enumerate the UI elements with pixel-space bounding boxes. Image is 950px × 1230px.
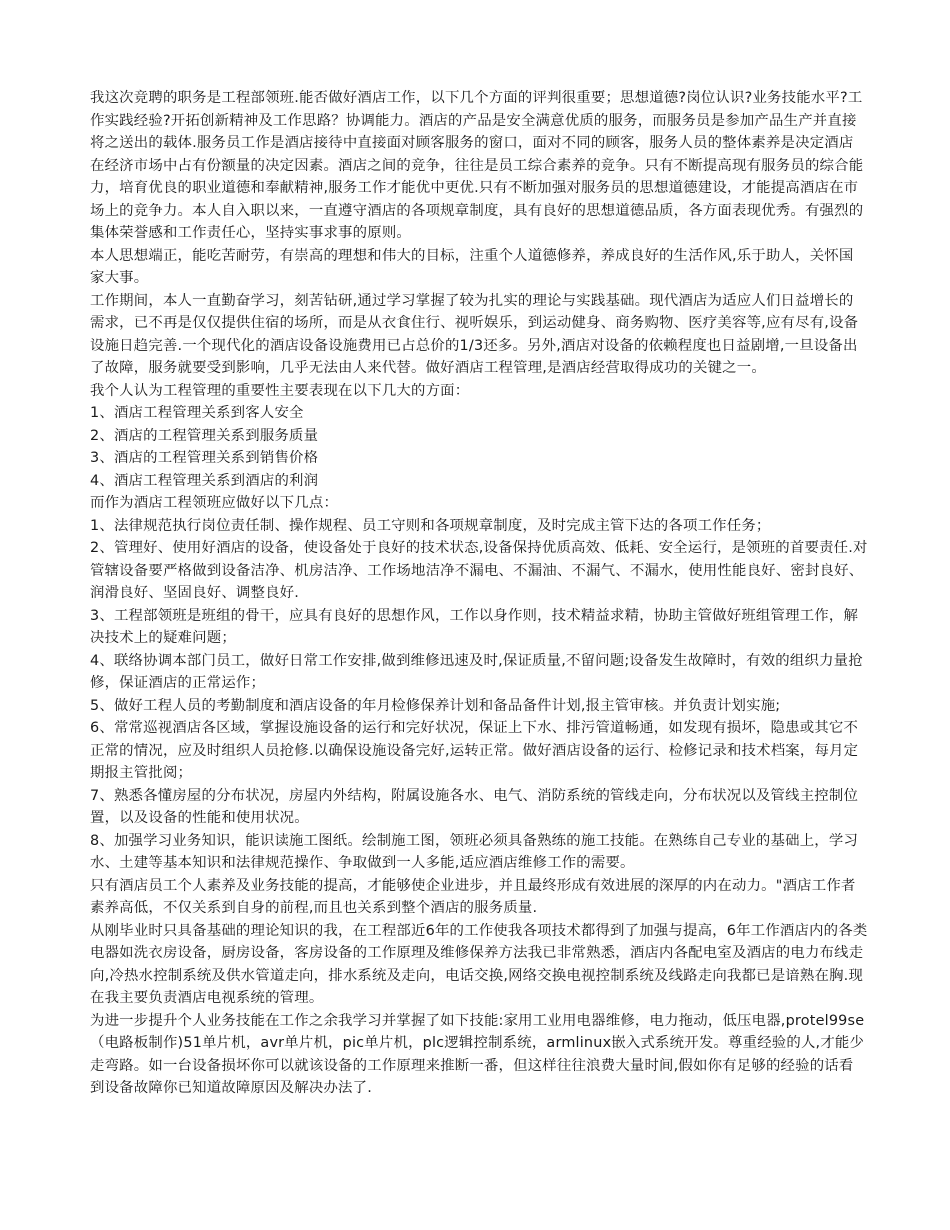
paragraph-experience: 从刚毕业时只具备基础的理论知识的我，在工程部近6年的工作使我各项技术都得到了加强与提高，6年工作酒店内的各类电器如洗衣房设备，厨房设备，客房设备的工作原理及维修保养方法我已非常熟悉，酒店内各配电室及酒店的电力布线走向,冷热水控制系统及供水管道走向，排水系统及走向，电话交换,网络交换电视控制系统及线路走向我都已是谙熟在胸.现在我主要负责酒店电视系统的管理。 (90, 922, 868, 1006)
duty-item: 2、管理好、使用好酒店的设备，使设备处于良好的技术状态,设备保持优质高效、低耗、安全运行，是领班的首要责任.对管辖设备要严格做到设备洁净、机房洁净、工作场地洁净不漏电、不漏油、不漏气、不漏水，使用性能良好、密封良好、润滑良好、坚固良好、调整良好. (90, 540, 868, 601)
duty-item: 1、法律规范执行岗位责任制、操作规程、员工守则和各项规章制度，及时完成主管下达的各项工作任务； (90, 517, 771, 534)
document-body (90, 87, 868, 1100)
list-item: 3、酒店的工程管理关系到销售价格 (90, 450, 319, 466)
paragraph-importance-heading: 我个人认为工程管理的重要性主要表现在以下几大的方面： (90, 382, 470, 399)
duty-item: 3、工程部领班是班组的骨干，应具有良好的思想作风，工作以身作则，技术精益求精，协助主管做好班组管理工作，解决技术上的疑难问题； (90, 607, 859, 646)
paragraph-character: 本人思想端正，能吃苦耐劳，有崇高的理想和伟大的目标，注重个人道德修养，养成良好的生活作风,乐于助人，关怀国家大事。 (90, 247, 854, 286)
duty-item: 7、熟悉各懂房屋的分布状况，房屋内外结构，附属设施各水、电气、消防系统的管线走向，分布状况以及管线主控制位置，以及设备的性能和使用状况。 (90, 787, 859, 826)
duty-item: 5、做好工程人员的考勤制度和酒店设备的年月检修保养计划和备品备件计划,报主管审核。并负责计划实施; (90, 697, 781, 714)
paragraph-duties-heading: 而作为酒店工程领班应做好以下几点： (90, 495, 339, 511)
duty-item: 4、联络协调本部门员工，做好日常工作安排,做到维修迅速及时,保证质量,不留问题;设备发生故障时，有效的组织力量抢修，保证酒店的正常运作； (90, 652, 863, 691)
duty-item: 8、加强学习业务知识，能识读施工图纸。绘制施工图，领班必须具备熟练的施工技能。在熟练自己专业的基础上，学习水、土建等基本知识和法律规范操作、争取做到一人多能,适应酒店维修工作的需要。 (90, 832, 859, 871)
paragraph-intro: 我这次竞聘的职务是工程部领班.能否做好酒店工作，以下几个方面的评判很重要；思想道德?岗位认识?业务技能水平?工作实践经验?开拓创新精神及工作思路？协调能力。酒店的产品是安全满意优质的服务，而服务员是参加产品生产并直接将之送出的载体.服务员工作是酒店接待中直接面对顾客服务的窗口，面对不同的顾客，服务人员的整体素养是决定酒店在经济市场中占有份额量的决定因素。酒店之间的竞争，往往是员工综合素养的竞争。只有不断提高现有服务员的综合能力，培育优良的职业道德和奉献精神,服务工作才能优中更优.只有不断加强对服务员的思想道德建设，才能提高酒店在市场上的竞争力。本人自入职以来，一直遵守酒店的各项规章制度，具有良好的思想道德品质，各方面表现优秀。有强烈的集体荣誉感和工作责任心，坚持实事求事的原则。 (90, 90, 864, 241)
list-item: 4、酒店工程管理关系到酒店的利润 (90, 472, 319, 489)
paragraph-skills: 为进一步提升个人业务技能在工作之余我学习并掌握了如下技能:家用工业用电器维修，电力拖动，低压电器,protel99se（电路板制作)51单片机，avr单片机，pic单片机，plc逻辑控制系统，armlinux嵌入式系统开发。尊重经验的人,才能少走弯路。如一台设备损坏你可以就该设备的工作原理来推断一番，但这样往往浪费大量时间,假如你有足够的经验的话看到设备故障你已知道故障原因及解决办法了. (90, 1012, 865, 1096)
duty-item: 6、常常巡视酒店各区域，掌握设施设备的运行和完好状况，保证上下水、排污管道畅通，如发现有损坏，隐患或其它不正常的情况，应及时组织人员抢修.以确保设施设备完好,运转正常。做好酒店设备的运行、检修记录和技术档案，每月定期报主管批阅； (90, 720, 859, 781)
list-item: 2、酒店的工程管理关系到服务质量 (90, 427, 319, 444)
paragraph-work-period: 工作期间，本人一直勤奋学习，刻苦钻研,通过学习掌握了较为扎实的理论与实践基础。现代酒店为适应人们日益增长的需求，已不再是仅仅提供住宿的场所，而是从衣食住行、视听娱乐，到运动健身、商务购物、医疗美容等,应有尽有,设备设施日趋完善.一个现代化的酒店设备设施费用已占总价的1/3还多。另外,酒店对设备的依赖程度也日益剧增,一旦设备出了故障，服务就要受到影响，几乎无法由人来代替。做好酒店工程管理,是酒店经营取得成功的关键之一。 (90, 292, 859, 376)
paragraph-quality: 只有酒店员工个人素养及业务技能的提高，才能够使企业进步，并且最终形成有效进展的深厚的内在动力。"酒店工作者素养高低，不仅关系到自身的前程,而且也关系到整个酒店的服务质量. (90, 877, 856, 916)
list-item: 1、酒店工程管理关系到客人安全 (90, 405, 304, 421)
